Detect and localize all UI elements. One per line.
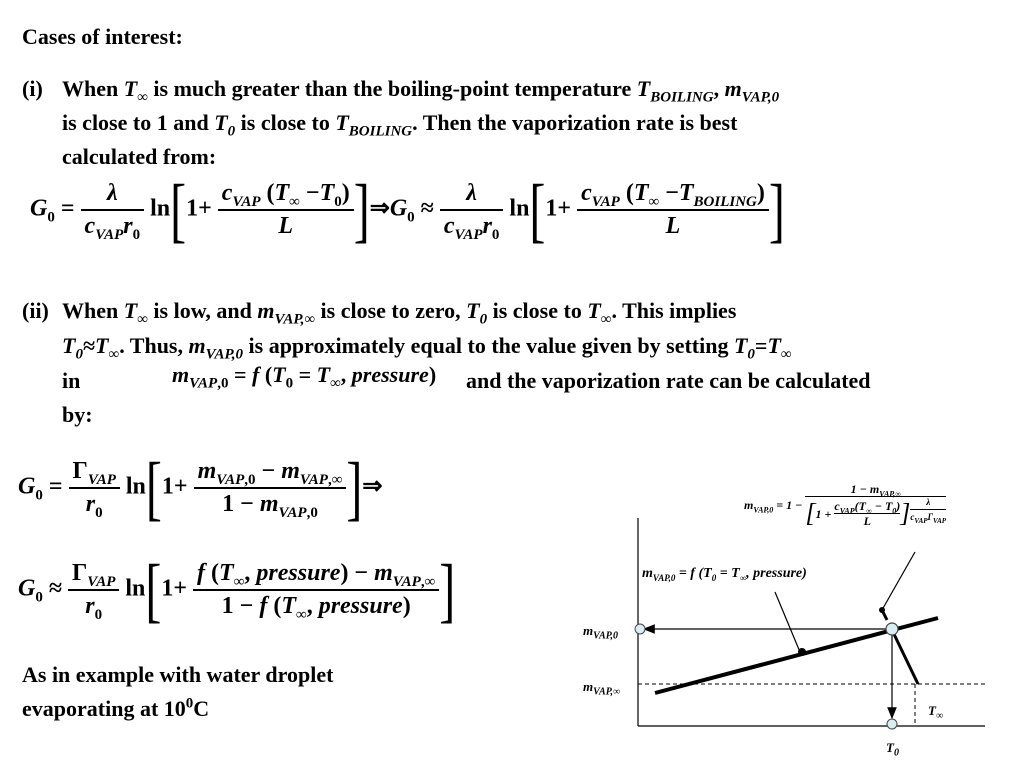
callout-f-relation: $m_{VAP,0} = f$ ($T_0 = T_\infty$, pressure) (642, 566, 807, 583)
case-ii-line-3-in: in (62, 368, 81, 393)
case-i-marker: (i) (22, 76, 43, 101)
case-i-line-3: calculated from: (62, 144, 217, 169)
case-ii-line-2: $T_0\approx T_\infty$. Thus, $m_{VAP,0}$ is approximately equal to the value given by setting $T_0=T_\infty$ (62, 333, 792, 363)
m-vap-0-marker (635, 624, 645, 634)
slide-heading: Cases of interest: (22, 24, 183, 49)
label-m-vap-inf: $m_{VAP,\infty}$ (583, 679, 621, 698)
equation-2: $G_0$ = $\frac{\Gamma_{VAP}}{r_0}$ ln[1+ $\frac{m_{VAP,0} - m_{VAP,\infty}}{1 - m_{VAP,0}}$ ]⇒ (18, 448, 383, 528)
equation-1: $G_0$ = $\frac{\lambda}{c_{VAP}r_0}$ ln[1+ $\frac{c_{VAP} (T_\infty -T_0)}{L}$ ]$\Rightarrow G_0$ ≈ $\frac{\lambda}{c_{VAP}r_0}$ ln[1+ $\frac{c_{VAP} (T_\infty -T_{BOILING})}{L}$ ] (30, 170, 785, 250)
case-i-line-1: When $T_\infty$ is much greater than the boiling-point temperature $T_{BOILING}$, $m_{VAP,0}$ (62, 76, 780, 106)
callout-top-leader (882, 552, 915, 610)
case-ii-line-3: and the vaporization rate can be calculated (466, 368, 871, 393)
footer-line-1: As in example with water droplet (22, 662, 334, 687)
case-ii-line-1: When $T_\infty$ is low, and $m_{VAP,\infty}$ is close to zero, $T_0$ is close to $T_\infty$. This implies (62, 298, 737, 328)
case-i-line-2: is close to 1 and $T_0$ is close to $T_{BOILING}$. Then the vaporization rate is best (62, 110, 738, 140)
descending-line (892, 630, 918, 684)
case-ii-marker: (ii) (22, 298, 49, 323)
intersection-point (886, 623, 898, 635)
case-ii-line-4: by: (62, 402, 93, 427)
label-t0: $T_0$ (886, 740, 899, 759)
footer-line-2: evaporating at $10^0C$ (22, 695, 210, 721)
inline-mvap-equation: $m_{VAP,0} = f$ ($T_0 = T_\infty$, pressure) (172, 362, 437, 392)
callout-top-formula: $m_{VAP,0} = 1$ − $1 - m_{VAP,\infty}$ [1 + $c_{VAP}(T_\infty - T_0)$ L ] λ $c_{VAP}\Gamma_{VAP}$ (744, 482, 947, 528)
t0-marker (887, 719, 897, 729)
label-m-vap-0: $m_{VAP,0}$ (583, 623, 619, 642)
callout-f-dot (798, 648, 806, 656)
label-t-inf: $T_\infty$ (928, 703, 944, 722)
callout-f-leader (775, 592, 800, 652)
equation-3: $G_0$ ≈ $\frac{\Gamma_{VAP}}{r_0}$ ln[1+ $\frac{f (T_\infty, pressure) - m_{VAP,\infty}}{1 - f (T_\infty, pressure)}$ ] (18, 550, 456, 630)
